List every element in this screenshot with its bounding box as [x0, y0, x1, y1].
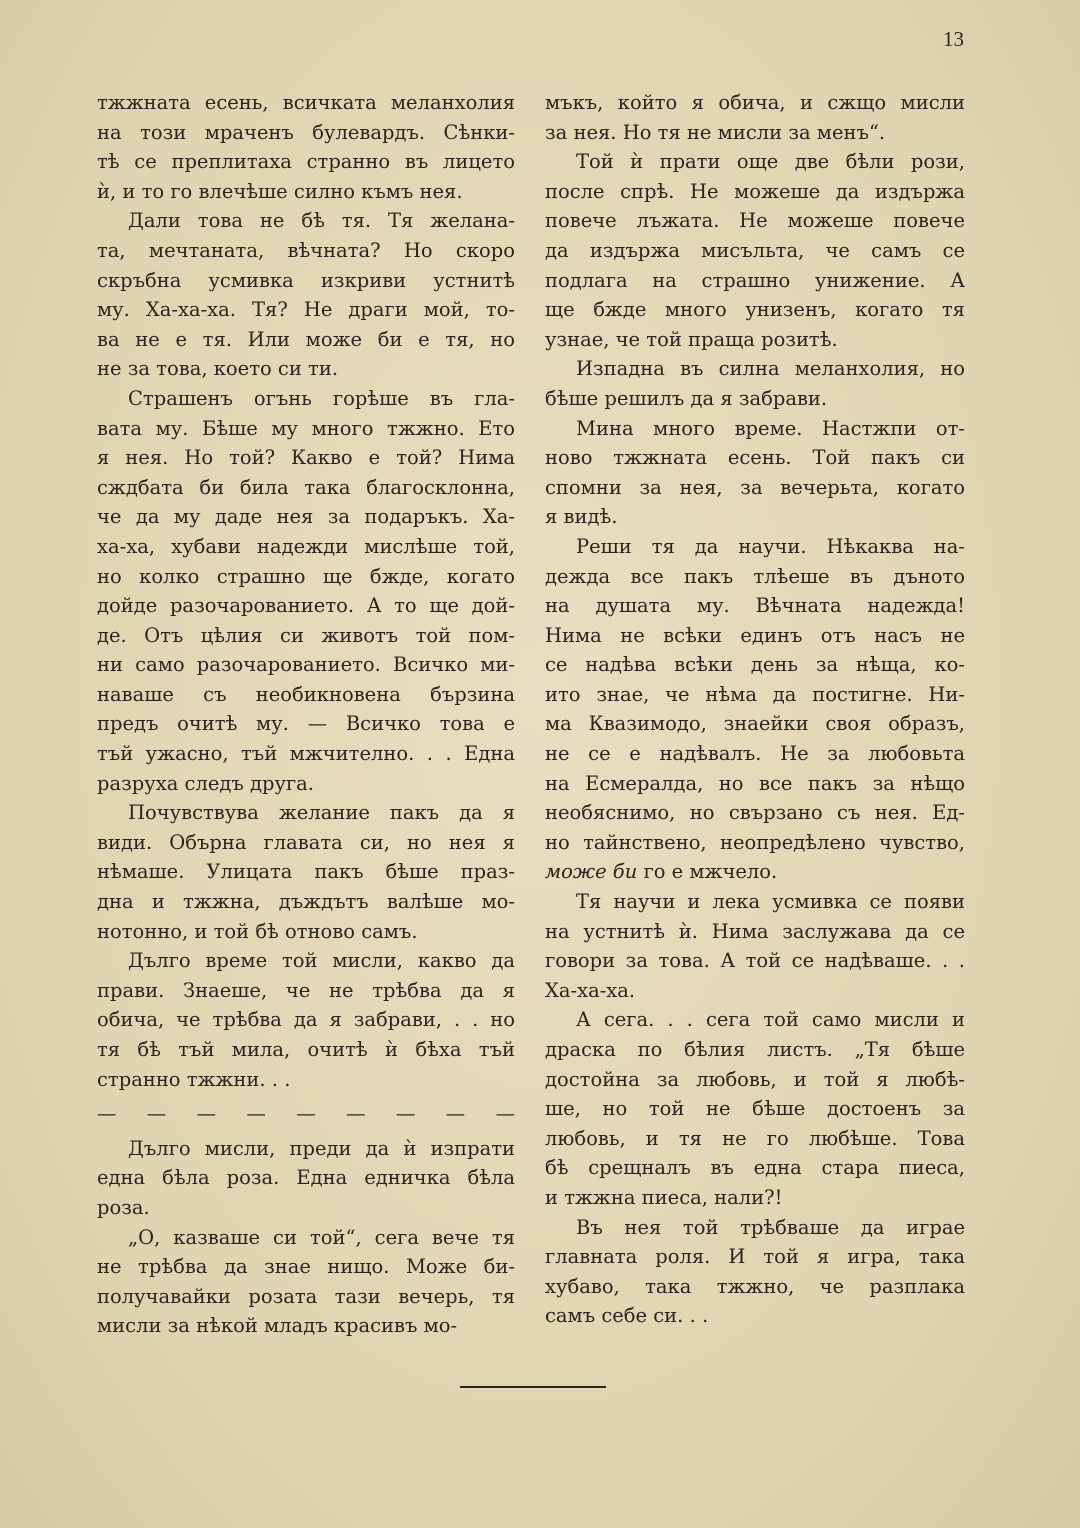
text-line: тъй ужасно, тъй мжчително. . . Една	[97, 742, 515, 766]
text-line: главната роля. И той я игра, така	[545, 1245, 965, 1269]
text-line: види. Обърна главата си, но нея я	[97, 830, 515, 854]
paragraph	[545, 1213, 965, 1331]
text-line: мисли за нѣкой младъ красивъ мо-	[97, 1314, 458, 1338]
paragraph	[97, 384, 515, 798]
paragraph	[545, 887, 965, 1005]
text-line: прави. Знаеше, че не трѣбва да я	[97, 978, 515, 1002]
text-line: една бѣла роза. Една едничка бѣла	[97, 1166, 515, 1190]
text-line: Нима не всѣки единъ отъ насъ не	[545, 623, 965, 647]
text-line: я нея. Но той? Какво е той? Нима	[97, 446, 515, 470]
text-fragment: го е мжчело.	[637, 860, 778, 884]
paragraph	[545, 88, 965, 147]
text-line: бѣше решилъ да я забрави.	[545, 386, 828, 410]
page-number: 13	[943, 27, 964, 51]
text-line: на устнитѣ ѝ. Нима заслужава да се	[545, 919, 965, 943]
text-line: драска по бѣлия листъ. „Тя бѣше	[545, 1038, 965, 1061]
text-line: на душата му. Вѣчната надежда!	[545, 594, 965, 618]
text-line: ѝ, и то го влечѣше силно къмъ нея.	[97, 179, 463, 203]
text-line: Въ нея той трѣбваше да играе	[576, 1215, 965, 1239]
text-line: Ха-ха-ха.	[545, 978, 636, 1002]
text-line: ше, но той не бѣше достоенъ за	[545, 1097, 965, 1121]
text-line: я видѣ.	[545, 505, 618, 529]
text-line: ма Квазимодо, знаейки своя образъ,	[545, 712, 965, 736]
text-line: но тайнствено, неопредѣлено чувство,	[545, 830, 965, 854]
text-line: на Есмералда, но все пакъ за нѣщо	[545, 771, 965, 795]
text-line: Дълго мисли, преди да ѝ изпрати	[128, 1136, 515, 1160]
text-line: и тжжна пиеса, нали?!	[545, 1185, 783, 1209]
text-line: та, мечтаната, вѣчната? Но скоро	[97, 238, 515, 262]
left-column	[97, 88, 515, 1341]
text-line: после спрѣ. Не можеше да издържа	[545, 179, 965, 203]
text-line: повече лъжата. Не можеше повече	[545, 209, 965, 233]
text-line: скръбна усмивка изкриви устнитѣ	[97, 268, 515, 292]
text-line: дна и тжжна, дъждътъ валѣше мо-	[97, 890, 515, 914]
paragraph	[97, 1223, 515, 1341]
text-line: не за това, което си ти.	[97, 357, 339, 381]
text-line: самъ себе си. . .	[545, 1304, 709, 1328]
text-line: нотонно, и той бѣ отново самъ.	[97, 919, 418, 943]
text-line: да издържа мисъльта, че самъ се	[545, 238, 965, 262]
text-line: Страшенъ огънь горѣше въ гла-	[128, 386, 515, 410]
end-rule	[460, 1386, 606, 1388]
text-line: дойде разочарованието. А то ще дой-	[97, 594, 515, 618]
text-line: нѣмаше. Улицата пакъ бѣше праз-	[97, 860, 515, 884]
text-line: Реши тя да научи. Нѣкаква на-	[576, 534, 965, 558]
text-line: подлага на страшно унижение. А	[545, 268, 965, 292]
text-line: на този мраченъ булевардъ. Сѣнки-	[97, 120, 515, 144]
right-column	[545, 88, 965, 1331]
paragraph	[545, 532, 965, 887]
text-line: „О, казваше си той“, сега вече тя	[128, 1225, 515, 1249]
text-line: че да му даде нея за подаръкъ. Ха-	[97, 505, 515, 529]
text-line: ни само разочарованието. Всичко ми-	[97, 653, 515, 677]
text-line: получавайки розата тази вечерь, тя	[97, 1284, 515, 1308]
text-line: хубаво, така тжжно, че разплака	[545, 1274, 965, 1298]
text-line: му. Ха-ха-ха. Тя? Не драги мой, то-	[97, 298, 515, 322]
text-line: тѣ се преплитаха странно въ лицето	[97, 150, 515, 174]
paragraph	[97, 1134, 515, 1223]
text-line: тя бѣ тъй мила, очитѣ ѝ бѣха тъй	[97, 1038, 515, 1061]
text-line: Мина много време. Настжпи от-	[576, 416, 965, 440]
text-line: ново тжжната есень. Той пакъ си	[545, 446, 965, 470]
text-line: ха-ха, хубави надежди мислѣше той,	[97, 534, 515, 558]
paragraph	[97, 206, 515, 384]
text-line: ито знае, че нѣма да постигне. Ни-	[545, 682, 965, 706]
text-line: Тя научи и лека усмивка се появи	[576, 890, 965, 914]
text-line: предъ очитѣ му. — Всичко това е	[97, 712, 515, 736]
paragraph	[545, 414, 965, 532]
text-line: Изпадна въ силна меланхолия, но	[576, 357, 965, 381]
paragraph	[545, 354, 965, 413]
text-line: любовь, и тя не го любѣше. Това	[545, 1126, 965, 1150]
paragraph	[545, 147, 965, 354]
text-line: но колко страшно ще бжде, когато	[97, 564, 515, 588]
paragraph	[97, 798, 515, 946]
text-line: ва не е тя. Или може би е тя, но	[97, 327, 515, 351]
italic-phrase: може би	[545, 860, 638, 884]
text-line: Той ѝ прати още две бѣли рози,	[576, 150, 965, 174]
paragraph	[97, 88, 515, 206]
text-line: бѣ срещналъ въ една стара пиеса,	[545, 1156, 965, 1180]
text-line: не се е надѣвалъ. Не за любовьта	[545, 742, 965, 766]
text-line: Почувствува желание пакъ да я	[128, 801, 515, 825]
text-line: дежда все пакъ тлѣеше въ дъното	[545, 564, 965, 588]
text-line	[545, 857, 965, 887]
text-line: ще бжде много унизенъ, когато тя	[545, 298, 965, 322]
paragraph	[545, 1005, 965, 1212]
text-line: спомни за нея, за вечерьта, когато	[545, 475, 965, 499]
text-line: Дали това не бѣ тя. Тя желана-	[128, 209, 515, 233]
text-line: за нея. Но тя не мисли за менъ“.	[545, 120, 886, 144]
text-line: странно тжжни. . .	[97, 1067, 291, 1091]
text-line: де. Отъ цѣлия си животъ той пом-	[97, 623, 515, 647]
text-line: тжжната есень, всичката меланхолия	[97, 91, 515, 114]
text-line: узнае, че той праща розитѣ.	[545, 327, 838, 351]
text-line: мъкъ, който я обича, и сжщо мисли	[545, 91, 965, 114]
text-line: Дълго време той мисли, какво да	[128, 949, 515, 973]
text-line: разруха следъ друга.	[97, 771, 314, 795]
text-line: обича, че трѣбва да я забрави, . . но	[97, 1008, 515, 1032]
text-line: достойна за любовь, и той я любѣ-	[545, 1067, 965, 1091]
text-line: сждбата би била така благосклонна,	[97, 475, 515, 499]
text-line: необяснимо, но свързано съ нея. Ед-	[545, 801, 965, 825]
text-line: не трѣбва да знае нищо. Може би-	[97, 1255, 515, 1279]
text-line: говори за това. А той се надѣваше. . .	[545, 949, 965, 973]
text-line: се надѣва всѣки день за нѣща, ко-	[545, 653, 965, 677]
text-line: вата му. Бѣше му много тжжно. Ето	[97, 416, 515, 440]
text-line: А сега. . . сега той само мисли и	[576, 1008, 965, 1032]
text-line: наваше съ необикновена бързина	[97, 682, 515, 706]
text-line: роза.	[97, 1195, 150, 1219]
paragraph	[97, 946, 515, 1094]
section-separator: — — — — — — — — —	[97, 1102, 515, 1126]
